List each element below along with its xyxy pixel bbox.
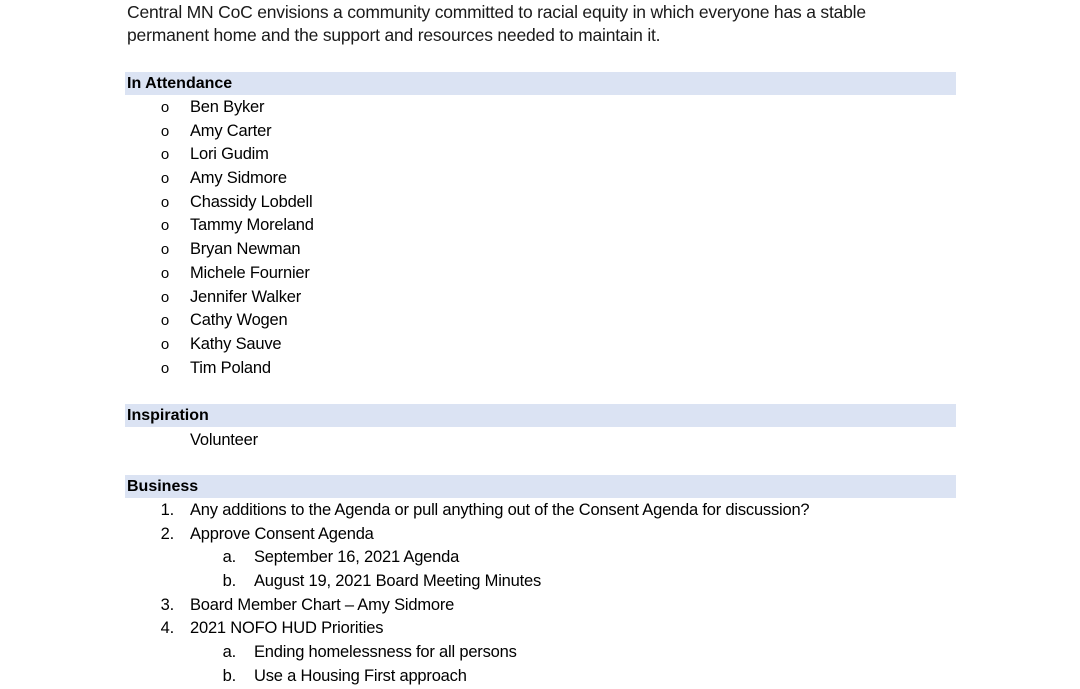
attendee-name: Lori Gudim	[190, 145, 269, 164]
vision-line-1: Central MN CoC envisions a community committed to racial equity in which everyone has a stable	[127, 2, 866, 22]
attendee-name: Tammy Moreland	[190, 216, 314, 235]
sub-item-letter: b.	[222, 572, 236, 591]
bullet-marker: o	[160, 335, 170, 353]
attendee-name: Michele Fournier	[190, 263, 310, 282]
attendee-name: Amy Carter	[190, 121, 272, 140]
attendee-name: Tim Poland	[190, 358, 271, 377]
inspiration-text: Volunteer	[190, 431, 258, 449]
agenda-item-text: 2021 NOFO HUD Priorities	[190, 619, 384, 638]
agenda-sub-item-text: September 16, 2021 Agenda	[254, 548, 460, 567]
bullet-marker: o	[160, 288, 170, 306]
agenda-item-text: Board Member Chart – Amy Sidmore	[190, 595, 455, 614]
sub-item-letter: b.	[222, 666, 236, 685]
vision-statement	[127, 1, 967, 47]
bullet-marker: o	[160, 99, 170, 116]
sub-item-letter: a.	[222, 643, 236, 662]
section-header-business: Business	[125, 475, 956, 498]
attendee-name: Ben Byker	[190, 98, 265, 116]
agenda-item-text: Approve Consent Agenda	[190, 524, 374, 543]
section-header-inspiration: Inspiration	[125, 404, 956, 427]
bullet-marker: o	[160, 122, 170, 140]
item-number: 1.	[160, 501, 174, 519]
bullet-marker: o	[160, 170, 170, 188]
sub-item-letter: a.	[222, 548, 236, 567]
item-number: 4.	[160, 619, 174, 638]
attendee-name: Cathy Wogen	[190, 311, 288, 330]
agenda-item-text: Any additions to the Agenda or pull anything out of the Consent Agenda for discussion?	[190, 501, 810, 519]
item-number: 3.	[160, 595, 174, 614]
bullet-marker: o	[160, 146, 170, 164]
agenda-sub-item-text: Use a Housing First approach	[254, 666, 467, 685]
attendee-name: Amy Sidmore	[190, 169, 287, 188]
bullet-marker: o	[160, 264, 170, 282]
agenda-sub-item-text: Ending homelessness for all persons	[254, 643, 517, 662]
attendee-name: Chassidy Lobdell	[190, 192, 313, 211]
section-header-attendance: In Attendance	[125, 72, 956, 95]
attendee-name: Bryan Newman	[190, 240, 301, 259]
agenda-sub-item-text: August 19, 2021 Board Meeting Minutes	[254, 572, 542, 591]
item-number: 2.	[160, 524, 174, 543]
bullet-marker: o	[160, 193, 170, 211]
bullet-marker: o	[160, 359, 170, 377]
bullet-marker: o	[160, 241, 170, 259]
bullet-marker: o	[160, 312, 170, 330]
bullet-marker: o	[160, 217, 170, 235]
attendee-name: Kathy Sauve	[190, 334, 282, 353]
vision-line-2: permanent home and the support and resources needed to maintain it.	[127, 25, 661, 45]
attendee-name: Jennifer Walker	[190, 287, 302, 306]
